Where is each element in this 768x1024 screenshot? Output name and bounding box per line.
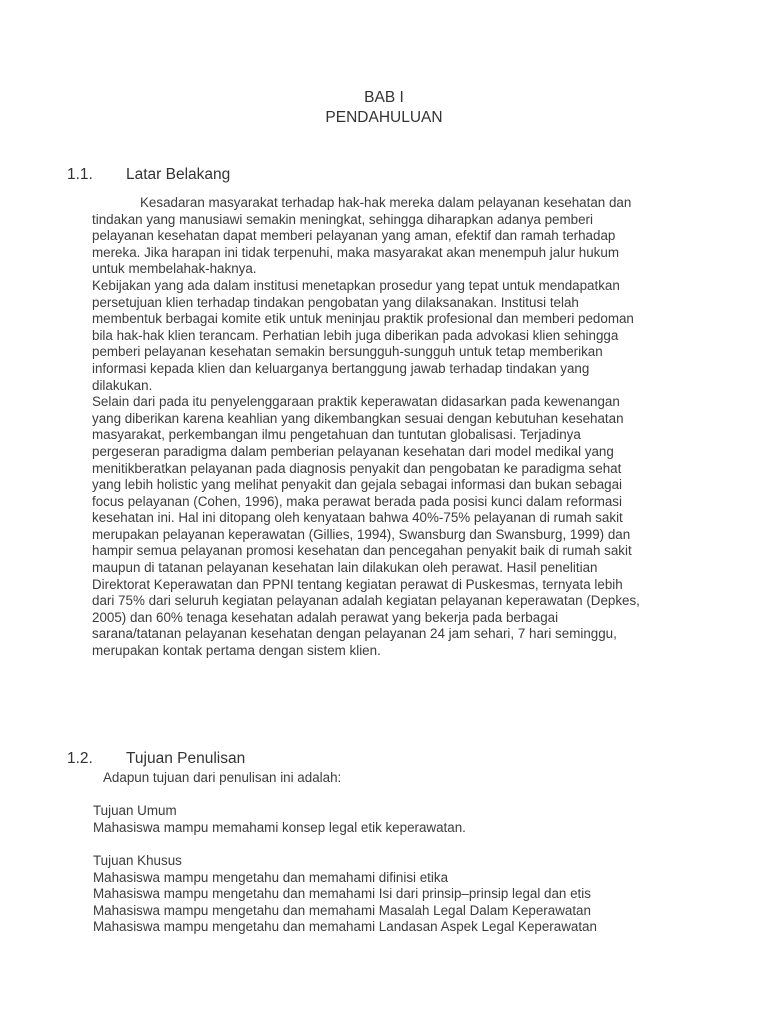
- text-line: hampir semua pelayanan promosi kesehatan dan pencegahan penyakit baik di rumah sakit: [92, 543, 632, 559]
- list-item: Mahasiswa mampu mengetahu dan memahami difinisi etika: [93, 869, 449, 885]
- chapter-number: BAB I: [364, 89, 404, 106]
- list-item: Mahasiswa mampu memahami konsep legal etik keperawatan.: [93, 819, 466, 835]
- text-line: informasi kepada klien dan keluarganya bertanggung jawab terhadap tindakan yang: [92, 360, 590, 376]
- text-line: focus pelayanan (Cohen, 1996), maka perawat berada pada posisi kunci dalam reformasi: [92, 493, 622, 509]
- text-line: pemberi pelayanan kesehatan semakin bersungguh-sungguh untuk tetap memberikan: [92, 344, 603, 360]
- tujuan-khusus-block: [93, 853, 597, 936]
- text-line: pergeseran paradigma dalam pemberian pelayanan kesehatan dari model medikal yang: [92, 443, 614, 459]
- text-line: Direktorat Keperawatan dan PPNI tentang kegiatan perawat di Puskesmas, ternyata lebih: [92, 576, 623, 592]
- text-line: menitikberatkan pelayanan pada diagnosis penyakit dan pengobatan ke paradigma sehat: [92, 460, 622, 476]
- text-line: merupakan pelayanan keperawatan (Gillies, 1994), Swansburg dan Swansburg, 1999) dan: [92, 526, 631, 542]
- section-number: 1.1.: [67, 166, 93, 183]
- text-line: Kebijakan yang ada dalam institusi menetapkan prosedur yang tepat untuk mendapatkan: [92, 277, 620, 293]
- paragraph-2: [92, 278, 672, 394]
- subheading-tujuan-umum: Tujuan Umum: [93, 803, 177, 818]
- text-line: persetujuan klien terhadap tindakan pengobatan yang dilaksanakan. Institusi telah: [92, 294, 579, 310]
- section-number: 1.2.: [67, 750, 93, 767]
- text-line: kesehatan ini. Hal ini ditopang oleh kenyataan bahwa 40%-75% pelayanan di rumah sakit: [92, 510, 623, 526]
- text-line: dilakukan.: [92, 377, 153, 393]
- list-item: Mahasiswa mampu mengetahu dan memahami Landasan Aspek Legal Keperawatan: [93, 919, 597, 935]
- section-heading-latar-belakang: [67, 166, 230, 184]
- tujuan-umum-block: [93, 803, 466, 836]
- section-heading-tujuan-penulisan: [67, 750, 245, 768]
- text-line: masyarakat, perkembangan ilmu pengetahuan dan tuntutan globalisasi. Terjadinya: [92, 427, 581, 443]
- list-item: Mahasiswa mampu mengetahu dan memahami Isi dari prinsip–prinsip legal dan etis: [93, 886, 591, 902]
- section-body-latar-belakang: [92, 195, 672, 660]
- text-line: pelayanan kesehatan dapat memberi pelayanan yang aman, efektif dan ramah terhadap: [92, 228, 616, 244]
- subheading-tujuan-khusus: Tujuan Khusus: [93, 853, 182, 868]
- text-line: Selain dari pada itu penyelenggaraan praktik keperawatan didasarkan pada kewenangan: [92, 394, 620, 410]
- paragraph-3: [92, 394, 672, 660]
- list-item: Mahasiswa mampu mengetahu dan memahami Masalah Legal Dalam Keperawatan: [93, 902, 591, 918]
- text-line: yang diberikan karena keahlian yang dikembangkan sesuai dengan kebutuhan kesehatan: [92, 410, 624, 426]
- text-line: sarana/tatanan pelayanan kesehatan dengan pelayanan 24 jam sehari, 7 hari seminggu,: [92, 626, 617, 642]
- section-title: Latar Belakang: [126, 166, 231, 183]
- text-line: yang lebih holistic yang melihat penyakit dan gejala sebagai informasi dan bukan sebagai: [92, 477, 623, 493]
- text-line: membentuk berbagai komite etik untuk meninjau praktik profesional dan memberi pedoman: [92, 311, 634, 327]
- section-intro: Adapun tujuan dari penulisan ini adalah:: [103, 770, 342, 785]
- text-line: Kesadaran masyarakat terhadap hak-hak mereka dalam pelayanan kesehatan dan: [140, 195, 632, 210]
- text-line: maupun di tatanan pelayanan kesehatan lain dilakukan oleh perawat. Hasil penelitian: [92, 560, 598, 576]
- text-line: merupakan kontak pertama dengan sistem klien.: [92, 643, 381, 659]
- text-line: tindakan yang manusiawi semakin meningkat, sehingga diharapkan adanya pemberi: [92, 211, 593, 227]
- text-line: dari 75% dari seluruh kegiatan pelayanan adalah kegiatan pelayanan keperawatan (Depkes,: [92, 593, 640, 609]
- paragraph-1: [92, 195, 672, 278]
- text-line: untuk membelahak-haknya.: [92, 261, 257, 277]
- chapter-title: PENDAHULUAN: [325, 109, 443, 126]
- text-line: bila hak-hak klien terancam. Perhatian lebih juga diberikan pada advokasi klien sehingga: [92, 327, 619, 343]
- text-line: mereka. Jika harapan ini tidak terpenuhi, maka masyarakat akan menempuh jalur hukum: [92, 244, 619, 260]
- section-title: Tujuan Penulisan: [126, 750, 246, 767]
- text-line: 2005) dan 60% tenaga kesehatan adalah perawat yang bekerja pada berbagai: [92, 609, 559, 625]
